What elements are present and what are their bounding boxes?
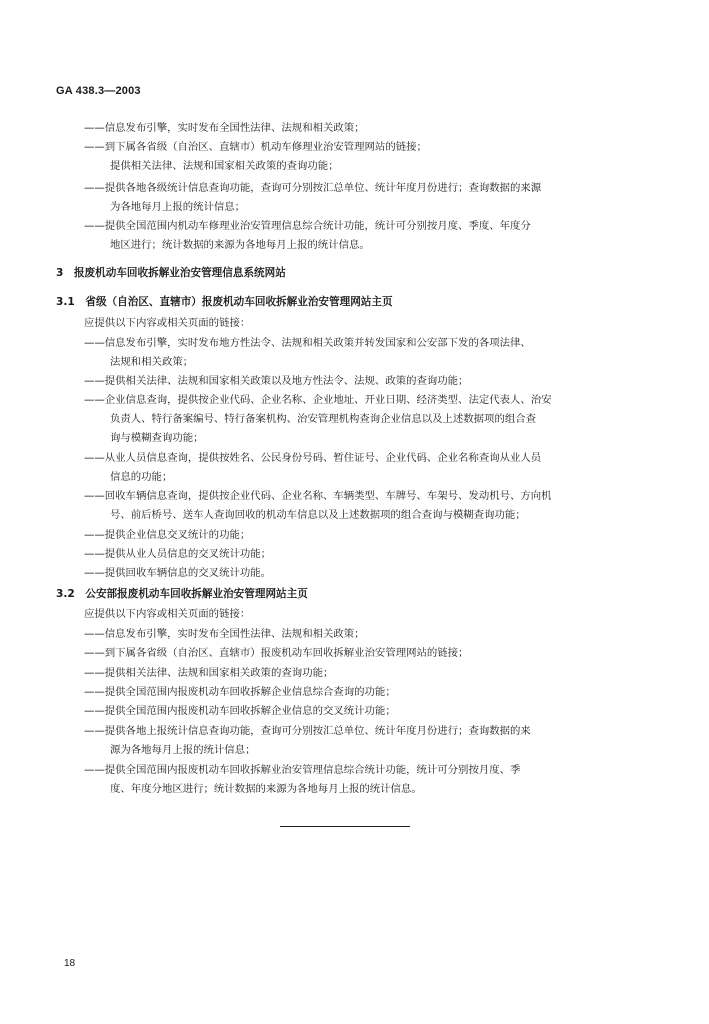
paragraph-line: 度、年度分地区进行；统计数据的来源为各地每月上报的统计信息。 [110, 783, 422, 795]
section-3-heading: 3 报废机动车回收拆解业治安管理信息系统网站 [56, 267, 286, 279]
paragraph-line: ——提供企业信息交叉统计的功能； [84, 529, 251, 541]
paragraph-line: ——提供相关法律、法规和国家相关政策的查询功能； [84, 667, 334, 679]
section-3-1-heading: 3.1 省级（自治区、直辖市）报废机动车回收拆解业治安管理网站主页 [56, 296, 393, 308]
paragraph-line: ——提供各地各级统计信息查询功能，查询可分别按汇总单位、统计年度月份进行；查询数据的来源 [84, 182, 542, 194]
paragraph-line: ——提供从业人员信息的交叉统计功能； [84, 548, 272, 560]
paragraph-line: 源为各地每月上报的统计信息； [110, 744, 256, 756]
paragraph-line: ——信息发布引擎，实时发布全国性法律、法规和相关政策； [84, 122, 365, 134]
paragraph-line: ——提供全国范围内机动车修理业治安管理信息综合统计功能，统计可分别按月度、季度、年度分 [84, 220, 531, 232]
paragraph-line: ——到下属各省级（自治区、直辖市）机动车修理业治安管理网站的链接； [84, 141, 427, 153]
paragraph-line: ——提供各地上报统计信息查询功能，查询可分别按汇总单位、统计年度月份进行；查询数据的来 [84, 725, 531, 737]
paragraph-line: ——信息发布引擎，实时发布地方性法令、法规和相关政策并转发国家和公安部下发的各项法律、 [84, 337, 531, 349]
paragraph-line: 地区进行；统计数据的来源为各地每月上报的统计信息。 [110, 239, 370, 251]
paragraph-line: 负责人、特行备案编号、特行备案机构、治安管理机构查询企业信息以及上述数据项的组合查 [110, 413, 537, 425]
paragraph-line: ——提供全国范围内报废机动车回收拆解业治安管理信息综合统计功能，统计可分别按月度、季 [84, 764, 521, 776]
paragraph-line: 应提供以下内容或相关页面的链接： [84, 317, 251, 329]
paragraph-line: ——提供回收车辆信息的交叉统计功能。 [84, 567, 272, 579]
paragraph-line: ——提供全国范围内报废机动车回收拆解企业信息综合查询的功能； [84, 686, 396, 698]
section-3-2-heading: 3.2 公安部报废机动车回收拆解业治安管理网站主页 [56, 588, 308, 600]
end-rule [280, 826, 410, 827]
paragraph-line: ——提供相关法律、法规和国家相关政策以及地方性法令、法规、政策的查询功能； [84, 375, 469, 387]
paragraph-line: 为各地每月上报的统计信息； [110, 201, 246, 213]
page-number: 18 [64, 958, 76, 969]
standard-header: GA 438.3—2003 [56, 85, 141, 97]
paragraph-line: ——回收车辆信息查询，提供按企业代码、企业名称、车辆类型、车牌号、车架号、发动机号、方向机 [84, 490, 552, 502]
paragraph-line: 信息的功能； [110, 471, 173, 483]
paragraph-line: ——信息发布引擎，实时发布全国性法律、法规和相关政策； [84, 628, 365, 640]
paragraph-line: ——从业人员信息查询，提供按姓名、公民身份号码、暂住证号、企业代码、企业名称查询从业人员 [84, 452, 542, 464]
paragraph-line: 号、前后桥号、送车人查询回收的机动车信息以及上述数据项的组合查询与模糊查询功能； [110, 509, 526, 521]
paragraph-line: 法规和相关政策； [110, 356, 194, 368]
paragraph-line: 应提供以下内容或相关页面的链接： [84, 608, 251, 620]
paragraph-line: ——企业信息查询，提供按企业代码、企业名称、企业地址、开业日期、经济类型、法定代表人、治安 [84, 394, 552, 406]
paragraph-line: ——到下属各省级（自治区、直辖市）报废机动车回收拆解业治安管理网站的链接； [84, 647, 469, 659]
paragraph-line: 提供相关法律、法规和国家相关政策的查询功能； [110, 160, 339, 172]
paragraph-line: ——提供全国范围内报废机动车回收拆解企业信息的交叉统计功能； [84, 705, 396, 717]
paragraph-line: 询与模糊查询功能； [110, 432, 204, 444]
